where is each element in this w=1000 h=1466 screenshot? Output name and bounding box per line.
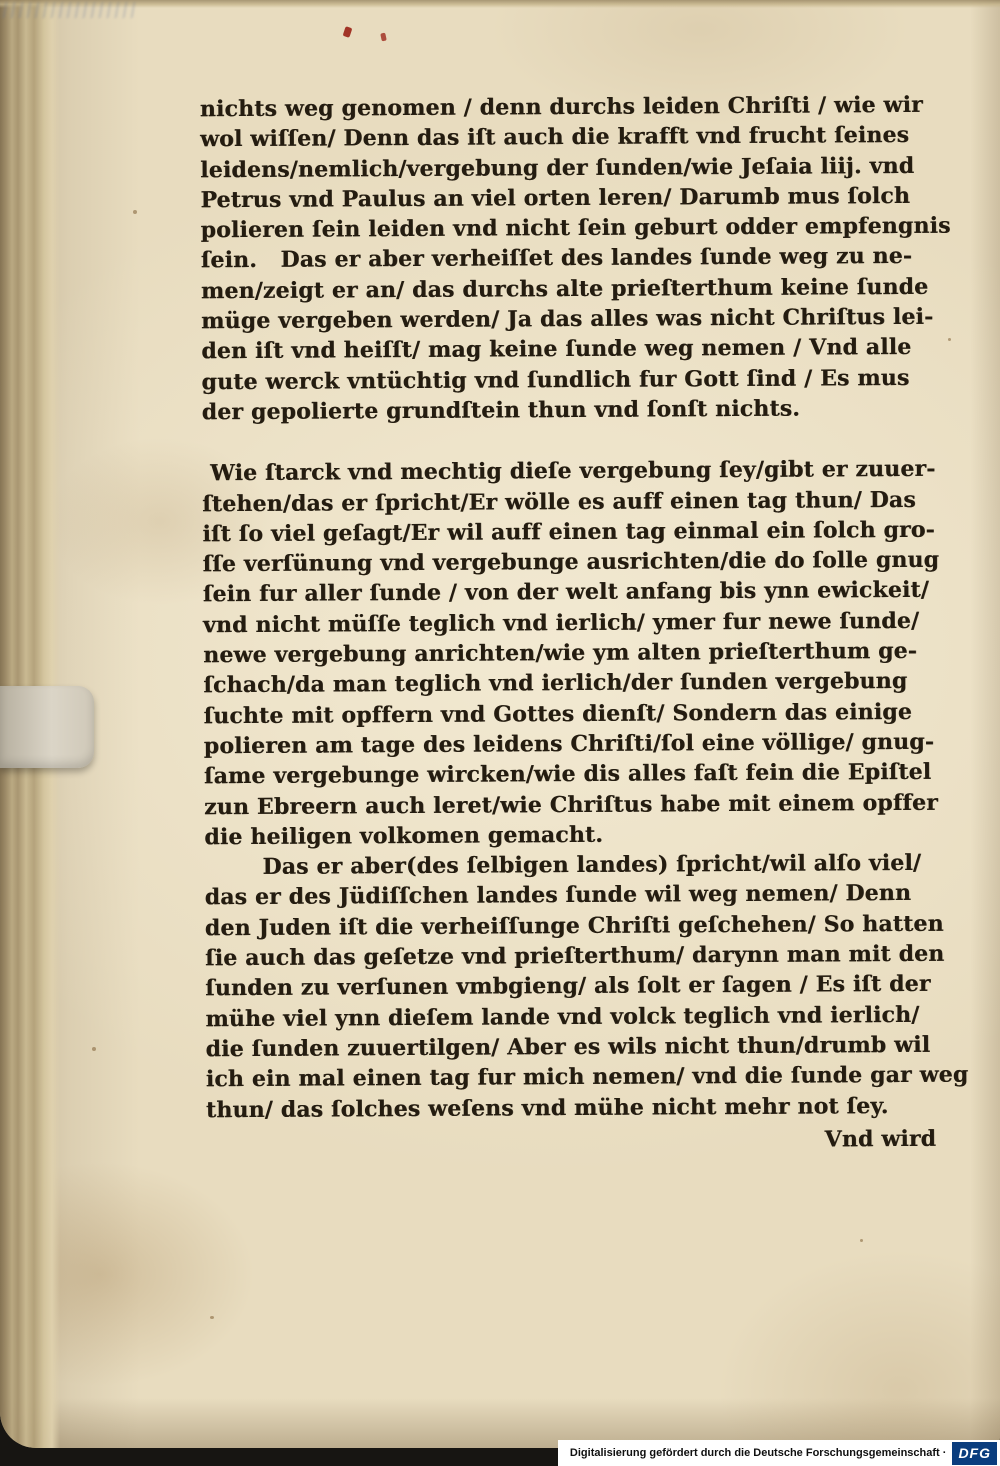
foxing-spot bbox=[92, 1047, 96, 1051]
text-line: ſſe verſünung vnd vergebunge ausrichten/die do ſolle gnug bbox=[202, 546, 940, 578]
red-ink-speck bbox=[380, 33, 387, 42]
text-line: newe vergebung anrichten/wie ym alten prieſterthum ge- bbox=[203, 637, 918, 669]
shelfmark-smudge bbox=[0, 2, 135, 18]
text-line: ſein. Das er aber verheiſſet des landes ſunde weg zu ne- bbox=[200, 243, 913, 274]
text-line: Das er aber(des ſelbigen landes) ſpricht/wil alſo viel/ bbox=[262, 850, 922, 881]
catchword: Vnd wird bbox=[824, 1125, 937, 1153]
digitization-credit-bar bbox=[558, 1440, 1000, 1466]
text-line: ſtehen/das er ſpricht/Er wölle es auff einen tag thun/ Das bbox=[202, 486, 916, 517]
text-line: ſie auch das geſetze vnd prieſterthum/ darynn man mit den bbox=[204, 940, 945, 972]
text-line: men/zeigt er an/ das durchs alte prieſterthum keine ſunde bbox=[200, 273, 929, 305]
text-line: polieren ſein leiden vnd nicht ſein geburt odder empfengnis bbox=[200, 212, 951, 244]
dfg-logo: DFG bbox=[952, 1442, 997, 1465]
text-line: das er des Jüdiſſchen landes ſunde wil weg nemen/ Denn bbox=[204, 880, 912, 911]
text-line: ſunden zu verſunen vmbgieng/ als ſolt er ſagen / Es iſt der bbox=[205, 971, 931, 1002]
text-line: die ſunden zuuertilgen/ Aber es wils nicht thun/drumb wil bbox=[205, 1031, 931, 1063]
text-line: polieren am tage des leidens Chriſti/ſol eine völlige/ gnug- bbox=[203, 728, 935, 760]
text-line: iſt ſo viel geſagt/Er wil auff einen tag einmal ein ſolch gro- bbox=[202, 516, 935, 548]
text-line: thun/ das ſolches weſens vnd mühe nicht mehr not ſey. bbox=[205, 1092, 889, 1123]
text-line: mühe viel ynn dieſem lande vnd volck teglich vnd ierlich/ bbox=[205, 1001, 920, 1032]
foxing-spot bbox=[133, 210, 137, 214]
printed-text-block bbox=[199, 90, 969, 1159]
text-line: wol wiſſen/ Denn das iſt auch die krafft vnd frucht ſeines bbox=[199, 122, 910, 153]
text-line: Petrus vnd Paulus an viel orten leren/ Darumb mus ſolch bbox=[200, 182, 911, 214]
foxing-spot bbox=[210, 1316, 214, 1319]
text-line: nichts weg genomen / denn durchs leiden Chriſti / wie wir bbox=[199, 91, 923, 123]
text-line: zun Ebreern auch leret/wie Chriſtus habe mit einem opffer bbox=[204, 789, 938, 820]
text-line: ſein fur aller ſunde / von der welt anfang bis ynn ewickeit/ bbox=[202, 577, 930, 608]
paragraph-3 bbox=[204, 848, 969, 1125]
text-line: ich ein mal einen tag fur mich nemen/ vnd die ſunde gar weg bbox=[205, 1061, 969, 1093]
text-line: ſchach/da man teglich vnd ierlich/der ſunden vergebung bbox=[203, 668, 908, 699]
text-line: den Juden iſt die verheiſſunge Chriſti geſchehen/ So hatten bbox=[204, 910, 944, 941]
bookmark-tab bbox=[0, 686, 94, 768]
text-line: ſame vergebunge wircken/wie dis alles faſt fein die Epiſtel bbox=[203, 759, 932, 790]
text-line: müge vergeben werden/ Ja das alles was nicht Chriſtus lei- bbox=[201, 303, 934, 335]
foxing-spot bbox=[860, 1239, 863, 1242]
text-line: leidens/nemlich/vergebung der ſunden/wie Jeſaia liij. vnd bbox=[200, 152, 915, 183]
text-line: ſuchte mit opffern vnd Gottes dienſt/ Sondern das einige bbox=[203, 698, 913, 729]
paragraph-2 bbox=[202, 454, 944, 852]
text-line: den iſt vnd heiſſt/ mag keine ſunde weg nemen / Vnd alle bbox=[201, 334, 912, 365]
text-line: Wie ſtarck vnd mechtig dieſe vergebung ſey/gibt er zuuer- bbox=[209, 456, 936, 487]
red-ink-speck bbox=[343, 26, 353, 38]
paragraph-1 bbox=[199, 90, 951, 428]
text-line: gute werck vntüchtig vnd ſundlich fur Gott ſind / Es mus bbox=[201, 364, 910, 395]
foxing-spot bbox=[948, 338, 951, 341]
page-edge-stack-top bbox=[0, 0, 1000, 8]
digitization-credit-text: Digitalisierung gefördert durch die Deutsche Forschungsgemeinschaft · bbox=[569, 1447, 947, 1459]
text-line: die heiligen volkomen gemacht. bbox=[204, 821, 604, 851]
text-line: der gepolierte grundſtein thun vnd ſonſt nichts. bbox=[201, 395, 801, 426]
text-line: vnd nicht müſſe teglich vnd ierlich/ ymer fur newe ſunde/ bbox=[202, 607, 920, 639]
